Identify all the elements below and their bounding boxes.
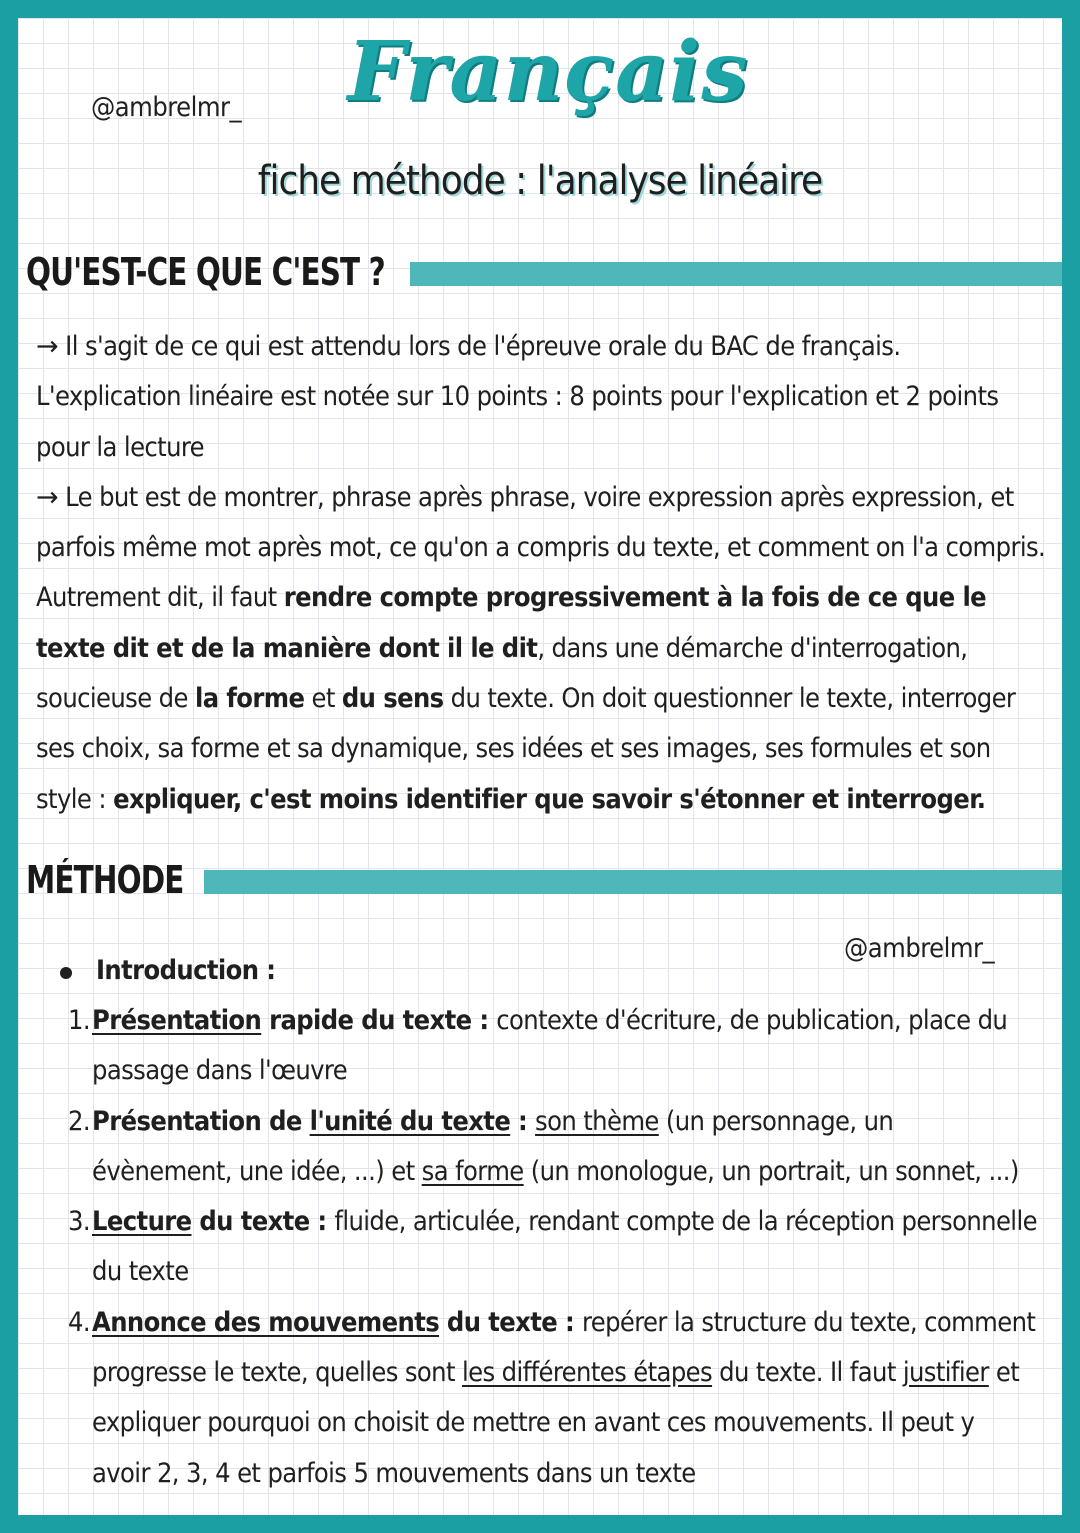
section-title-method: MÉTHODE: [26, 858, 184, 902]
list-item: 3. Lecture du texte : fluide, articulée, rendant compte de la réception personnelle du texte: [68, 1206, 1037, 1288]
author-handle-secondary: @ambrelmr_: [844, 933, 995, 964]
section-bar: [410, 262, 1062, 286]
list-item-introduction: Introduction :: [58, 946, 1038, 996]
arrow-icon: →: [36, 481, 59, 513]
note-page: [18, 18, 1062, 1515]
section1-body: [36, 322, 1046, 825]
list-item: 1. Présentation rapide du texte : contexte d'écriture, de publication, place du passage dans l'œuvre: [68, 1005, 1008, 1087]
method-list: [58, 946, 1038, 1499]
section-title-what: QU'EST-CE QUE C'EST ?: [26, 250, 385, 294]
bullet-icon: [60, 967, 72, 979]
page-subtitle: fiche méthode : l'analyse linéaire: [257, 158, 823, 204]
arrow-icon: →: [36, 331, 59, 362]
list-item: 2. Présentation de l'unité du texte : son thème (un personnage, un évènement, une idée, ...) et sa forme (un monologue, un portrait, un sonnet, ...): [68, 1105, 1019, 1187]
author-handle: @ambrelmr_: [91, 92, 242, 123]
paragraph-2: → Le but est de montrer, phrase après phrase, voire expression après expression, et parfois même mot après mot, ce qu'on a compris du texte, et comment on l'a compris. Autrement dit, il faut rendre compte progressivement à la fois de ce que le texte dit et de la manière dont il le dit, dans une démarche d'interrogation, soucieuse de la forme et du sens du texte. On doit questionner le texte, interroger ses choix, sa forme et sa dynamique, ses idées et ses images, ses formules et son style : expliquer, c'est moins identifier que savoir s'étonner et interroger.: [36, 481, 1046, 815]
section-bar: [204, 870, 1062, 894]
list-item: 4. Annonce des mouvements du texte : repérer la structure du texte, comment progresse le texte, quelles sont les différentes étapes du texte. Il faut justifier et expliquer pourquoi on choisit de mettre en avant ces mouvements. Il peut y avoir 2, 3, 4 et parfois 5 mouvements dans un texte: [68, 1306, 1036, 1489]
paragraph-1: → Il s'agit de ce qui est attendu lors de l'épreuve orale du BAC de français. L'explication linéaire est notée sur 10 points : 8 points pour l'explication et 2 points pour la lecture: [36, 331, 999, 463]
page-title: Français: [347, 24, 749, 120]
